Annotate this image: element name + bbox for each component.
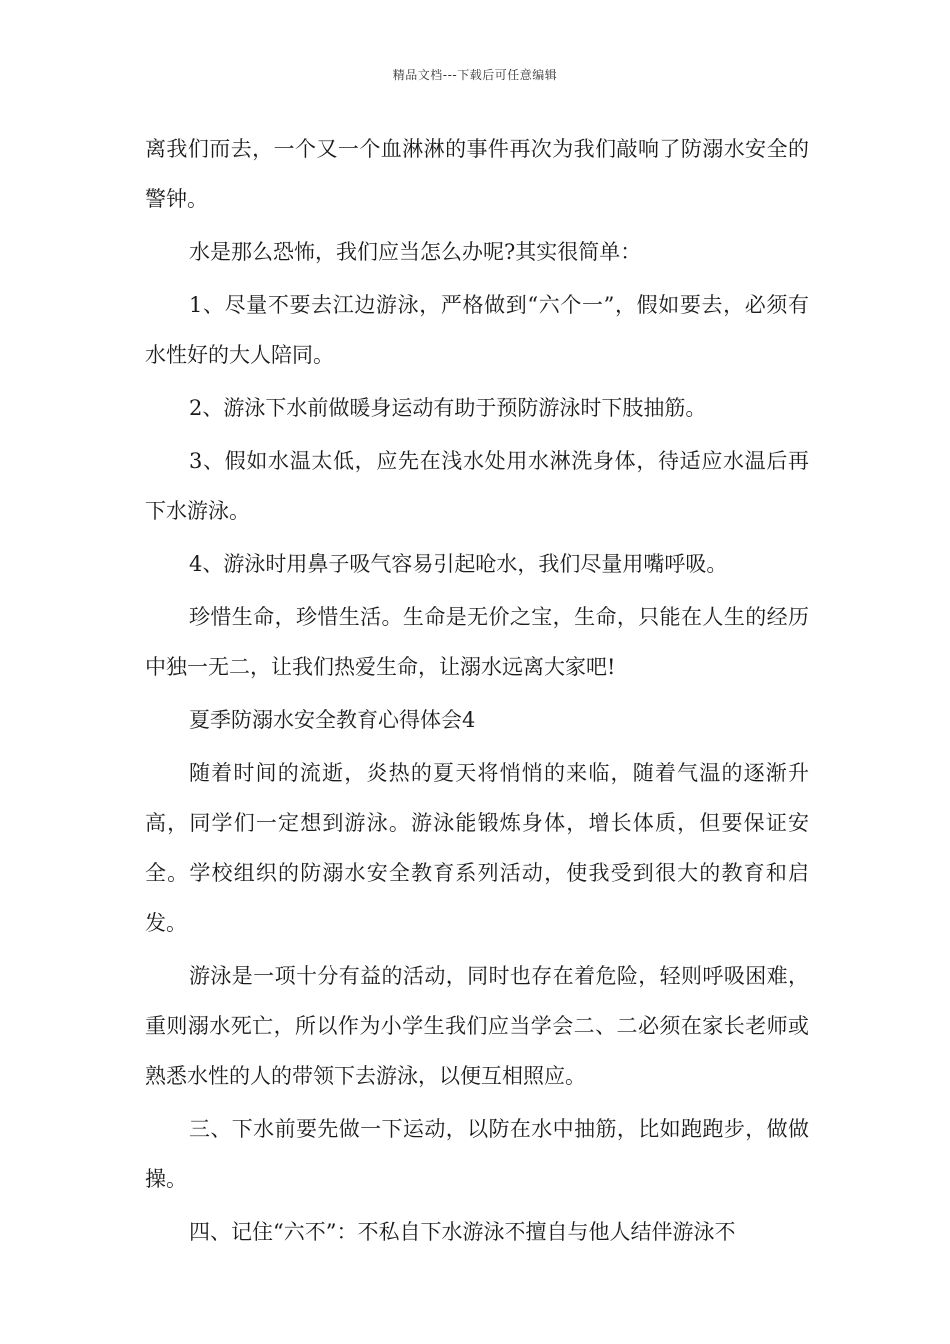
paragraph: 3、假如水温太低，应先在浅水处用水淋洗身体，待适应水温后再下水游泳。 <box>145 449 809 523</box>
paragraph: 游泳是一项十分有益的活动，同时也存在着危险，轻则呼吸困难，重则溺水死亡，所以作为小学生我们应当学会二、二必须在家长老师或熟悉水性的人的带领下去游泳，以便互相照应。 <box>145 964 809 1088</box>
paragraph: 珍惜生命，珍惜生活。生命是无价之宝，生命，只能在人生的经历中独一无二，让我们热爱生命，让溺水远离大家吧! <box>145 605 809 679</box>
paragraph: 2、游泳下水前做暖身运动有助于预防游泳时下肢抽筋。 <box>189 396 707 420</box>
paragraph: 夏季防溺水安全教育心得体会4 <box>189 708 476 732</box>
paragraph: 水是那么恐怖，我们应当怎么办呢?其实很简单： <box>189 240 642 264</box>
paragraph: 1、尽量不要去江边游泳，严格做到“六个一”，假如要去，必须有水性好的大人陪同。 <box>145 293 809 367</box>
paragraph: 离我们而去，一个又一个血淋淋的事件再次为我们敲响了防溺水安全的警钟。 <box>145 137 809 211</box>
paragraph: 随着时间的流逝，炎热的夏天将悄悄的来临，随着气温的逐渐升高，同学们一定想到游泳。游泳能锻炼身体，增长体质，但要保证安全。学校组织的防溺水安全教育系列活动，使我受到很大的教育和启发。 <box>145 761 809 935</box>
document-body <box>145 124 809 1260</box>
page-header: 精品文档---下载后可任意编辑 <box>392 68 558 82</box>
paragraph: 三、下水前要先做一下运动，以防在水中抽筋，比如跑跑步，做做操。 <box>145 1117 809 1191</box>
paragraph: 4、游泳时用鼻子吸气容易引起呛水，我们尽量用嘴呼吸。 <box>189 552 728 576</box>
paragraph: 四、记住“六不”：不私自下水游泳不擅自与他人结伴游泳不 <box>189 1220 736 1244</box>
